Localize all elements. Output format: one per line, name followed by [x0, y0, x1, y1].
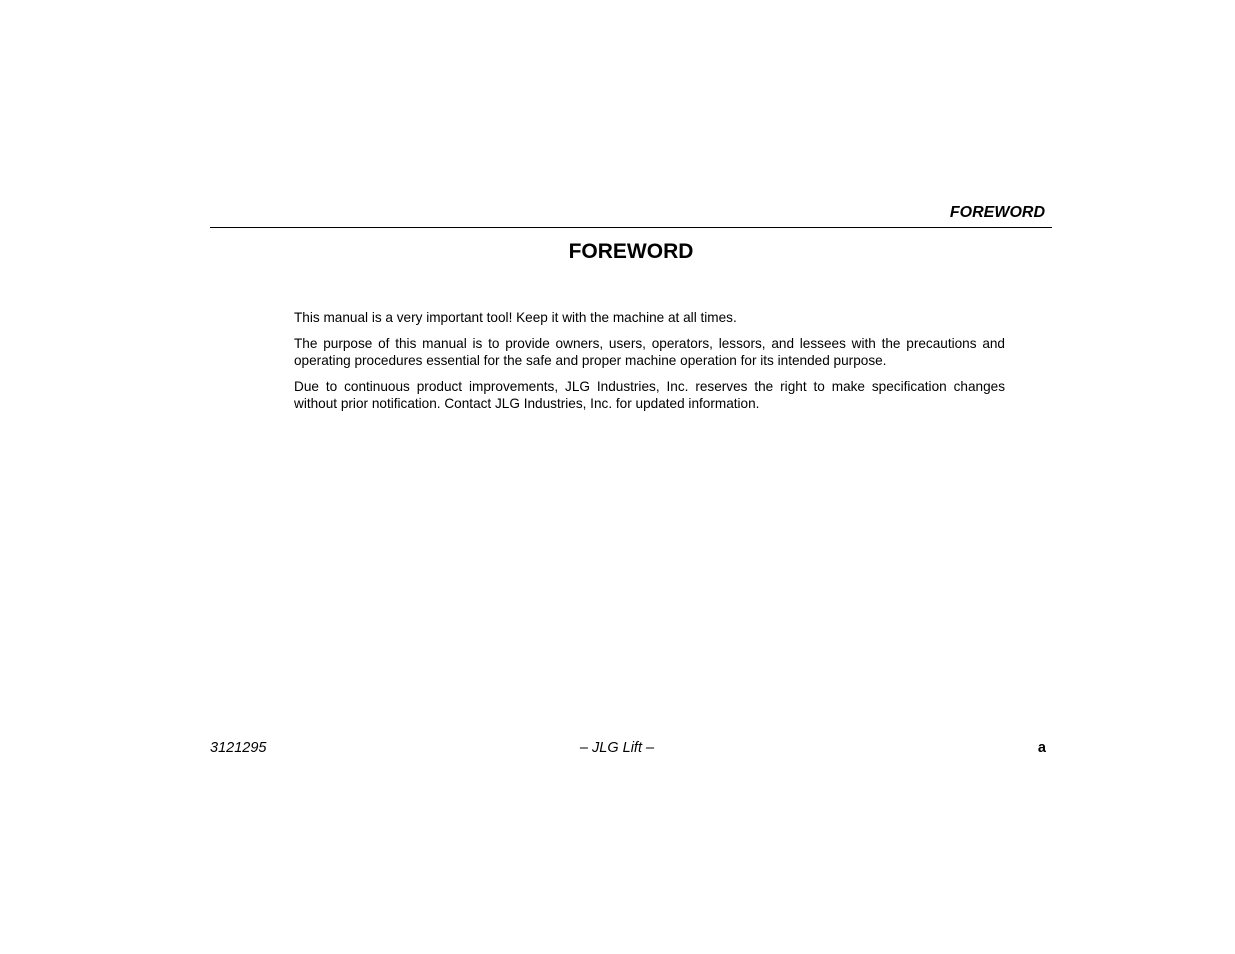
footer-document-number: 3121295	[210, 740, 267, 756]
paragraph-purpose: The purpose of this manual is to provide owners, users, operators, lessors, and lessees with the precautions and operating procedures essential for the safe and proper machine operation for its intended purpose.	[294, 335, 1005, 368]
running-header	[210, 201, 1052, 228]
page-title: FOREWORD	[568, 240, 694, 263]
running-header-title: FOREWORD	[949, 204, 1045, 221]
footer-center-text: – JLG Lift –	[579, 740, 655, 756]
body-text	[294, 309, 1005, 421]
page-footer	[210, 738, 1046, 758]
paragraph-important-tool: This manual is a very important tool! Keep it with the machine at all times.	[294, 310, 737, 325]
footer-page-number: a	[1037, 740, 1046, 756]
paragraph-product-improvements: Due to continuous product improvements, JLG Industries, Inc. reserves the right to make specification changes without prior notification. Contact JLG Industries, Inc. for updated information.	[294, 378, 1005, 411]
